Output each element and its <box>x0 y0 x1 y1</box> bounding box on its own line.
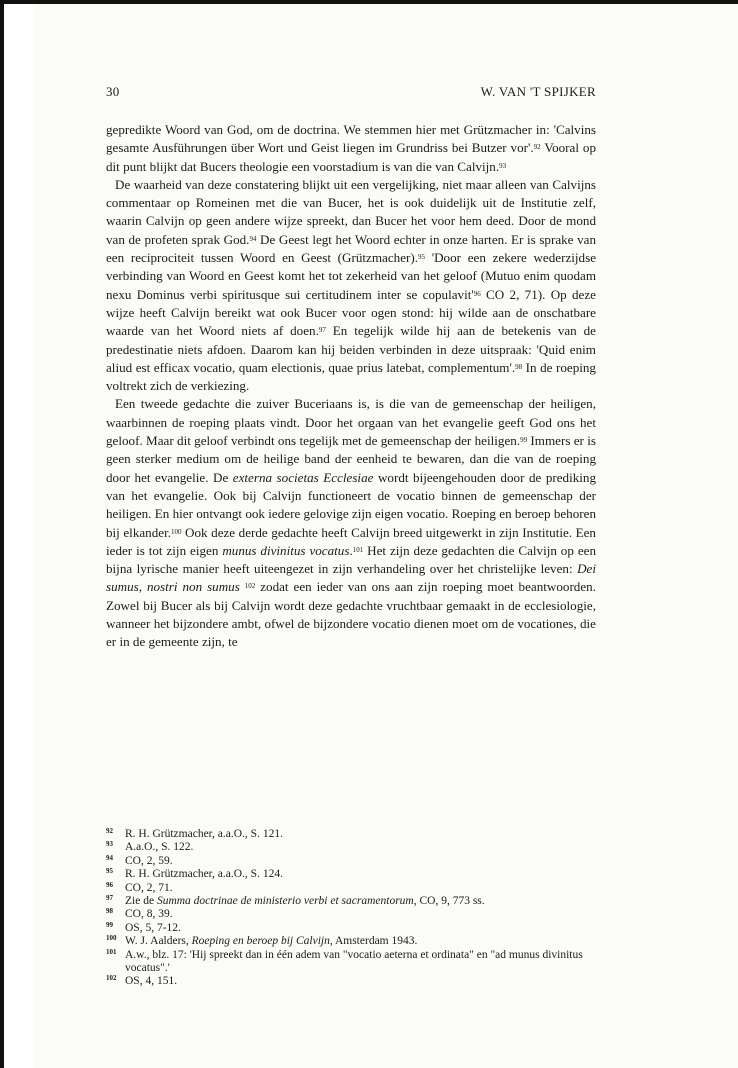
footnote-text: OS, 4, 151. <box>125 975 178 988</box>
text-run: Ook deze derde gedachte heeft Calvijn breed uitgewerkt in zijn Institutie. Een ieder is tot zijn eigen <box>106 524 596 558</box>
footnote-text: W. J. Aalders, <box>125 935 192 948</box>
footnote-number: 97 <box>106 894 113 903</box>
footnote-italic-title: Roeping en beroep bij Calvijn <box>191 935 330 948</box>
running-head-author: W. VAN 'T SPIJKER <box>480 84 596 99</box>
footnote-text: R. H. Grützmacher, a.a.O., S. 121. <box>125 828 283 840</box>
footnote-text: , CO, 9, 773 ss. <box>413 895 485 908</box>
text-run: . <box>349 542 353 558</box>
footnote-number: 95 <box>106 867 113 876</box>
text-run: En tegelijk wilde hij aan de betekenis van de predestinatie niets afdoen. Daarom kan hij beiden verbinden in deze uitspraak: 'Quid enim aliud est efficax vocatio, quam electionis, quae prius latebat, complementum'. <box>106 323 596 375</box>
text-run: zodat een ieder van ons aan zijn roeping moet beantwoorden. Zowel bij Bucer als bij Calvijn wordt deze gedachte vruchtbaar gemaakt in de ecclesiologie, wanneer het bijzondere ambt, ofwel de bijzondere vocatio dienen moet om de vocationes, die er in de gemeente zijn, te <box>106 579 596 650</box>
footnote <box>106 975 596 988</box>
text-run: CO 2, 71). Op deze wijze heeft Calvijn bereikt wat ook Bucer voor ogen stond: hij wilde aan de onschatbare waarde van het Woord niets af doen. <box>106 286 596 339</box>
footnote-number: 98 <box>106 907 113 916</box>
footnote-text: , Amsterdam 1943. <box>329 935 418 948</box>
text-run: Immers er is geen sterker medium om de heilige band der eenheid te bewaren, dan die van de roeping door het evangelie. De <box>106 433 596 485</box>
footnote <box>106 935 596 948</box>
footnote-ref: 93 <box>499 161 507 170</box>
footnote-number: 92 <box>106 827 113 835</box>
footnote-italic-title: Summa doctrinae de ministerio verbi et sacramentorum <box>156 895 414 908</box>
footnote-ref: 102 <box>244 582 256 591</box>
footnote-ref: 95 <box>418 253 426 262</box>
main-text <box>106 121 596 652</box>
footnote-number: 99 <box>106 920 113 929</box>
text-run: wordt bijeengehouden door de prediking van het evangelie. Ook bij Calvijn functioneert de vocatio binnen de gemeenschap der heiligen. En hier ontvangt ook iedere gelovige zijn eigen vocatio. Roeping en beroep behoren bij elkander. <box>106 469 597 540</box>
footnote-text: A.w., blz. 17: 'Hij spreekt dan in één adem van "vocatio aeterna et ordinata" en "ad munus divinitus vocatus".' <box>125 948 583 975</box>
footnote-text: A.a.O., S. 122. <box>125 841 194 854</box>
footnote-text: OS, 5, 7-12. <box>125 921 181 934</box>
footnote-number: 102 <box>106 974 117 983</box>
text-run: Vooral op dit punt blijkt dat Bucers theologie een voorstadium is van die van Calvijn. <box>106 140 596 174</box>
footnote-number: 101 <box>106 947 117 956</box>
text-run: Een tweede gedachte die zuiver Buceriaans is, is die van de gemeenschap der heiligen, waarbinnen de roeping plaats vindt. Door het orgaan van het evangelie geeft God ons het geloof. Maar dit geloof verbindt ons tegelijk met de gemeenschap der heiligen. <box>106 396 596 449</box>
footnote-ref: 92 <box>533 143 541 152</box>
footnote-ref: 99 <box>520 436 528 445</box>
footnote-text: R. H. Grützmacher, a.a.O., S. 124. <box>125 868 283 881</box>
footnote-text: Zie de <box>125 895 157 908</box>
footnote <box>106 868 596 881</box>
footnote <box>106 949 596 976</box>
text-run: gepredikte Woord van God, om de doctrina. We stemmen hier met Grützmacher in: 'Calvins gesamte Ausführungen über Wort und Geist liegen im Grundriss bei Butzer vor'. <box>106 122 596 156</box>
scan-border-left <box>0 0 4 1068</box>
footnote-ref: 100 <box>171 527 182 536</box>
footnote-number: 94 <box>106 853 113 862</box>
text-run: De Geest legt het Woord echter in onze harten. Er is sprake van een reciprociteit tussen Woord en Geest (Grützmacher). <box>106 231 596 266</box>
paragraph-1 <box>106 121 596 176</box>
footnote-text: CO, 2, 71. <box>125 881 173 894</box>
footnote-text: CO, 8, 39. <box>125 908 173 921</box>
footnote-ref: 96 <box>473 289 481 298</box>
footnote-ref: 98 <box>515 362 523 371</box>
footnote-ref: 94 <box>249 234 257 243</box>
footnote <box>106 855 596 868</box>
footnote <box>106 922 596 935</box>
italic-term: Dei sumus, nostri non sumus <box>106 561 596 595</box>
footnote-ref: 97 <box>318 326 326 335</box>
paragraph-3 <box>106 395 596 651</box>
footnote <box>106 841 596 854</box>
footnote <box>106 895 596 908</box>
footnote-number: 96 <box>106 880 113 889</box>
footnote-number: 93 <box>106 840 113 849</box>
footnote-text: CO, 2, 59. <box>125 854 173 867</box>
italic-term: externa societas Ecclesiae <box>232 469 374 485</box>
paragraph-2 <box>106 176 596 396</box>
text-run: De waarheid van deze constatering blijkt uit een vergelijking, niet maar alleen van Calvijns commentaar op Romeinen met die van Bucer, het is ook duidelijk uit de Institutie zelf, waarin Calvijn op geen andere wijze spreekt, dan Bucer het voor hem deed. Door de mond van de profeten sprak God. <box>106 176 596 247</box>
footnote-number: 100 <box>106 934 117 943</box>
text-run: 'Door een zekere wederzijdse verbinding van Woord en Geest komt het tot zekerheid van het geloof (Mutuo enim quodam nexu Dominus verbi spiritusque sui certitudinem inter se copulavit' <box>106 250 597 302</box>
footnotes <box>106 828 596 989</box>
footnote-ref: 101 <box>352 545 364 554</box>
text-run: Het zijn deze gedachten die Calvijn op een bijna lyrische manier heeft uiteengezet in zijn verhandeling over het christelijke leven: <box>106 542 596 577</box>
text-run: In de roeping voltrekt zich de verkiezing. <box>106 359 596 394</box>
page-number: 30 <box>106 84 120 99</box>
footnote <box>106 882 596 895</box>
footnote <box>106 828 596 841</box>
italic-term: munus divinitus vocatus <box>222 542 350 558</box>
footnote <box>106 908 596 921</box>
